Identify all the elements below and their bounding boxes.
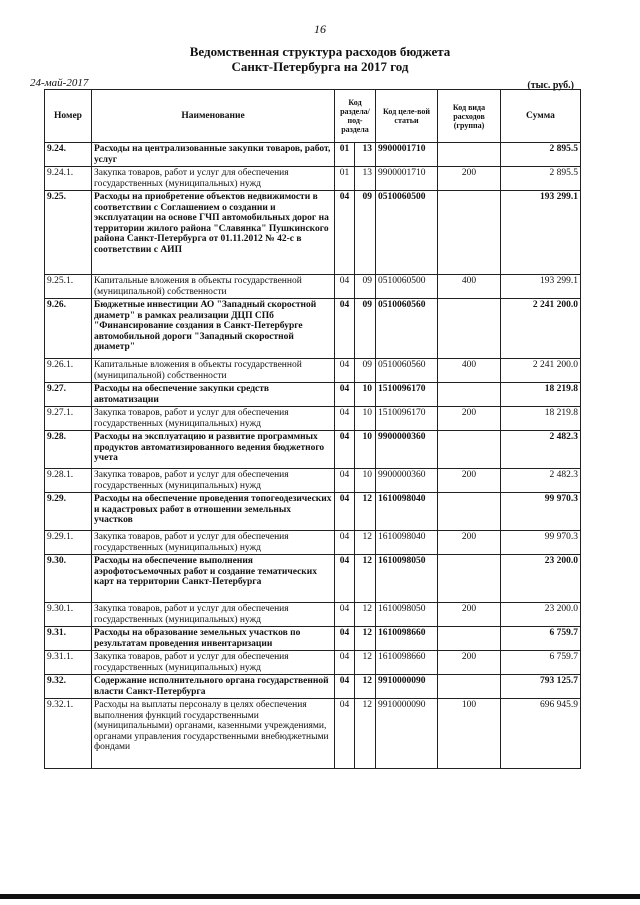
row-sum: 793 125.7 bbox=[501, 675, 581, 699]
table-row bbox=[45, 699, 581, 769]
page-bottom-border bbox=[0, 894, 640, 899]
row-target-code: 9900000360 bbox=[376, 431, 438, 469]
row-target-code: 1610098660 bbox=[376, 627, 438, 651]
row-number: 9.32. bbox=[45, 675, 92, 699]
row-target-code: 9910000090 bbox=[376, 699, 438, 769]
row-name: Закупка товаров, работ и услуг для обеспечения государственных (муниципальных) нужд bbox=[92, 167, 335, 191]
header-expense-type: Код вида расходов (группа) bbox=[438, 90, 501, 143]
row-name: Закупка товаров, работ и услуг для обеспечения государственных (муниципальных) нужд bbox=[92, 651, 335, 675]
table-body bbox=[45, 143, 581, 769]
table-row bbox=[45, 493, 581, 531]
row-name: Расходы на приобретение объектов недвижимости в соответствии с Соглашением о создании и эксплуатации на основе ГЧП автомобильных дорог на территории жилого района "Славянка" Пушкинского района Санкт-Петербурга от 01.11.2012 № 42-с в соответствии с АИП bbox=[92, 191, 335, 275]
row-name: Капитальные вложения в объекты государственной (муниципальной) собственности bbox=[92, 359, 335, 383]
row-section: 04 bbox=[335, 531, 355, 555]
row-section: 04 bbox=[335, 359, 355, 383]
row-name: Содержание исполнительного органа государственной власти Санкт-Петербурга bbox=[92, 675, 335, 699]
row-name: Расходы на обеспечение закупки средств автоматизации bbox=[92, 383, 335, 407]
row-subsection: 10 bbox=[355, 469, 376, 493]
title-line-2: Санкт-Петербурга на 2017 год bbox=[231, 59, 409, 74]
row-number: 9.28. bbox=[45, 431, 92, 469]
row-target-code: 1610098050 bbox=[376, 603, 438, 627]
row-section: 04 bbox=[335, 383, 355, 407]
row-sum: 6 759.7 bbox=[501, 627, 581, 651]
row-number: 9.26.1. bbox=[45, 359, 92, 383]
row-target-code: 9910000090 bbox=[376, 675, 438, 699]
row-sum: 193 299.1 bbox=[501, 275, 581, 299]
row-sum: 18 219.8 bbox=[501, 383, 581, 407]
row-section: 04 bbox=[335, 407, 355, 431]
row-number: 9.29.1. bbox=[45, 531, 92, 555]
row-subsection: 09 bbox=[355, 359, 376, 383]
row-section: 01 bbox=[335, 167, 355, 191]
row-subsection: 09 bbox=[355, 191, 376, 275]
page-number: 16 bbox=[314, 22, 326, 36]
row-number: 9.24. bbox=[45, 143, 92, 167]
row-section: 04 bbox=[335, 275, 355, 299]
row-sum: 2 895.5 bbox=[501, 167, 581, 191]
row-name: Расходы на централизованные закупки товаров, работ, услуг bbox=[92, 143, 335, 167]
row-expense-type: 200 bbox=[438, 167, 501, 191]
row-sum: 2 241 200.0 bbox=[501, 299, 581, 359]
row-section: 04 bbox=[335, 699, 355, 769]
row-sum: 2 482.3 bbox=[501, 469, 581, 493]
row-number: 9.26. bbox=[45, 299, 92, 359]
row-expense-type: 200 bbox=[438, 651, 501, 675]
row-target-code: 1510096170 bbox=[376, 383, 438, 407]
units-label: (тыс. руб.) bbox=[527, 80, 574, 91]
row-subsection: 13 bbox=[355, 167, 376, 191]
row-number: 9.31.1. bbox=[45, 651, 92, 675]
row-subsection: 13 bbox=[355, 143, 376, 167]
row-sum: 23 200.0 bbox=[501, 555, 581, 603]
row-section: 04 bbox=[335, 469, 355, 493]
document-title bbox=[0, 44, 640, 74]
row-section: 04 bbox=[335, 191, 355, 275]
row-expense-type bbox=[438, 493, 501, 531]
row-sum: 696 945.9 bbox=[501, 699, 581, 769]
row-number: 9.27. bbox=[45, 383, 92, 407]
row-target-code: 0510060500 bbox=[376, 275, 438, 299]
table-row bbox=[45, 407, 581, 431]
row-name: Расходы на образование земельных участков по результатам проведения инвентаризации bbox=[92, 627, 335, 651]
row-expense-type bbox=[438, 555, 501, 603]
row-subsection: 10 bbox=[355, 383, 376, 407]
row-subsection: 12 bbox=[355, 627, 376, 651]
row-expense-type: 200 bbox=[438, 407, 501, 431]
table-row bbox=[45, 275, 581, 299]
header-section: Код раздела/ под-раздела bbox=[335, 90, 376, 143]
row-target-code: 1610098040 bbox=[376, 531, 438, 555]
row-target-code: 1510096170 bbox=[376, 407, 438, 431]
row-subsection: 09 bbox=[355, 299, 376, 359]
row-subsection: 10 bbox=[355, 431, 376, 469]
row-expense-type bbox=[438, 675, 501, 699]
row-target-code: 0510060560 bbox=[376, 359, 438, 383]
row-subsection: 09 bbox=[355, 275, 376, 299]
row-section: 04 bbox=[335, 555, 355, 603]
table-row bbox=[45, 603, 581, 627]
table-header-row bbox=[45, 90, 581, 143]
row-expense-type bbox=[438, 431, 501, 469]
row-name: Бюджетные инвестиции АО "Западный скоростной диаметр" в рамках реализации ДЦП СПб "Финансирование создания в Санкт-Петербурге автомобильной дороги "Западный скоростной диаметр" bbox=[92, 299, 335, 359]
table-row bbox=[45, 359, 581, 383]
row-subsection: 10 bbox=[355, 407, 376, 431]
table-row bbox=[45, 531, 581, 555]
row-number: 9.29. bbox=[45, 493, 92, 531]
row-expense-type: 100 bbox=[438, 699, 501, 769]
row-expense-type: 200 bbox=[438, 603, 501, 627]
row-subsection: 12 bbox=[355, 651, 376, 675]
row-target-code: 9900001710 bbox=[376, 167, 438, 191]
row-target-code: 1610098660 bbox=[376, 651, 438, 675]
row-expense-type bbox=[438, 191, 501, 275]
row-number: 9.28.1. bbox=[45, 469, 92, 493]
table-row bbox=[45, 469, 581, 493]
row-name: Расходы на обеспечение проведения топогеодезических и кадастровых работ в отношении земельных участков bbox=[92, 493, 335, 531]
row-subsection: 12 bbox=[355, 675, 376, 699]
row-sum: 99 970.3 bbox=[501, 531, 581, 555]
row-sum: 99 970.3 bbox=[501, 493, 581, 531]
row-name: Расходы на обеспечение выполнения аэрофотосъемочных работ и создание тематических карт на территории Санкт-Петербурга bbox=[92, 555, 335, 603]
row-name: Капитальные вложения в объекты государственной (муниципальной) собственности bbox=[92, 275, 335, 299]
row-section: 01 bbox=[335, 143, 355, 167]
row-section: 04 bbox=[335, 431, 355, 469]
row-name: Закупка товаров, работ и услуг для обеспечения государственных (муниципальных) нужд bbox=[92, 469, 335, 493]
table-row bbox=[45, 627, 581, 651]
row-expense-type bbox=[438, 299, 501, 359]
row-section: 04 bbox=[335, 627, 355, 651]
table-row bbox=[45, 191, 581, 275]
title-line-1: Ведомственная структура расходов бюджета bbox=[189, 44, 451, 59]
row-expense-type bbox=[438, 627, 501, 651]
row-target-code: 1610098050 bbox=[376, 555, 438, 603]
row-sum: 18 219.8 bbox=[501, 407, 581, 431]
row-target-code: 0510060500 bbox=[376, 191, 438, 275]
header-name: Наименование bbox=[92, 90, 335, 143]
budget-table bbox=[44, 89, 581, 769]
row-target-code: 9900000360 bbox=[376, 469, 438, 493]
row-expense-type: 400 bbox=[438, 359, 501, 383]
row-section: 04 bbox=[335, 299, 355, 359]
table-row bbox=[45, 431, 581, 469]
row-sum: 2 482.3 bbox=[501, 431, 581, 469]
row-target-code: 9900001710 bbox=[376, 143, 438, 167]
table-row bbox=[45, 675, 581, 699]
row-name: Расходы на эксплуатацию и развитие программных продуктов автоматизированного ведения бюджетного учета bbox=[92, 431, 335, 469]
document-date: 24-май-2017 bbox=[30, 77, 89, 89]
row-section: 04 bbox=[335, 651, 355, 675]
row-target-code: 0510060560 bbox=[376, 299, 438, 359]
row-expense-type bbox=[438, 383, 501, 407]
row-number: 9.24.1. bbox=[45, 167, 92, 191]
row-subsection: 12 bbox=[355, 555, 376, 603]
table-row bbox=[45, 143, 581, 167]
row-sum: 6 759.7 bbox=[501, 651, 581, 675]
header-sum: Сумма bbox=[501, 90, 581, 143]
row-number: 9.25. bbox=[45, 191, 92, 275]
row-subsection: 12 bbox=[355, 603, 376, 627]
row-sum: 2 895.5 bbox=[501, 143, 581, 167]
row-subsection: 12 bbox=[355, 699, 376, 769]
row-number: 9.32.1. bbox=[45, 699, 92, 769]
table-row bbox=[45, 555, 581, 603]
table-row bbox=[45, 167, 581, 191]
row-expense-type: 400 bbox=[438, 275, 501, 299]
row-sum: 2 241 200.0 bbox=[501, 359, 581, 383]
row-name: Закупка товаров, работ и услуг для обеспечения государственных (муниципальных) нужд bbox=[92, 407, 335, 431]
row-subsection: 12 bbox=[355, 493, 376, 531]
row-number: 9.25.1. bbox=[45, 275, 92, 299]
row-number: 9.27.1. bbox=[45, 407, 92, 431]
table-row bbox=[45, 651, 581, 675]
row-name: Закупка товаров, работ и услуг для обеспечения государственных (муниципальных) нужд bbox=[92, 531, 335, 555]
table-row bbox=[45, 383, 581, 407]
row-subsection: 12 bbox=[355, 531, 376, 555]
row-expense-type bbox=[438, 143, 501, 167]
row-number: 9.30.1. bbox=[45, 603, 92, 627]
row-section: 04 bbox=[335, 493, 355, 531]
table-row bbox=[45, 299, 581, 359]
row-section: 04 bbox=[335, 675, 355, 699]
header-target: Код целе-вой статьи bbox=[376, 90, 438, 143]
row-name: Закупка товаров, работ и услуг для обеспечения государственных (муниципальных) нужд bbox=[92, 603, 335, 627]
row-name: Расходы на выплаты персоналу в целях обеспечения выполнения функций государственными (муниципальными) органами, казенными учреждениями, органами управления государственными внебюджетными фондами bbox=[92, 699, 335, 769]
row-number: 9.30. bbox=[45, 555, 92, 603]
row-section: 04 bbox=[335, 603, 355, 627]
row-sum: 193 299.1 bbox=[501, 191, 581, 275]
row-expense-type: 200 bbox=[438, 469, 501, 493]
row-sum: 23 200.0 bbox=[501, 603, 581, 627]
header-number: Номер bbox=[45, 90, 92, 143]
row-expense-type: 200 bbox=[438, 531, 501, 555]
row-target-code: 1610098040 bbox=[376, 493, 438, 531]
row-number: 9.31. bbox=[45, 627, 92, 651]
